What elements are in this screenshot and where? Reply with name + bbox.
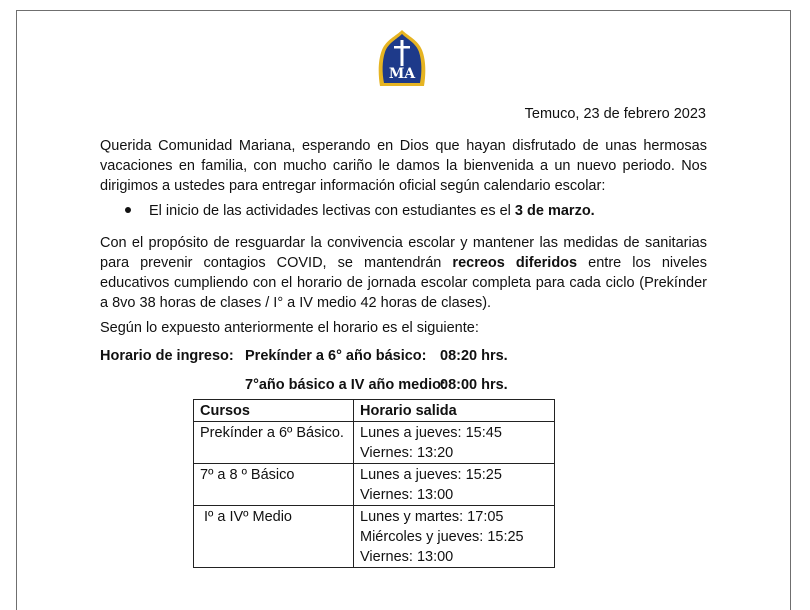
school-crest-logo [376,28,428,88]
covid-paragraph [100,233,707,313]
para2-text-end: entre los niveles educativos cumpliendo con el horario de jornada escolar completa para cada ciclo (Prekínder a 8vo 38 horas de clases / I° a IV medio 42 horas de clases). [100,255,707,311]
date-line: Temuco, 23 de febrero 2023 [524,106,706,122]
ingreso-time: 08:00 hrs. [440,377,508,393]
table-row [194,506,555,568]
ingreso-level: Prekínder a 6° año básico: [245,348,427,364]
bullet-bold-date: 3 de marzo. [514,203,595,219]
table-header: Horario salida [354,400,555,422]
horario-line: Lunes a jueves: 15:25 [360,467,502,483]
table-cell-horario [354,506,555,568]
horario-line: Lunes y martes: 17:05 [360,509,504,525]
horario-line: Viernes: 13:20 [360,445,454,461]
ingreso-level: 7°año básico a IV año medio: [245,377,446,393]
svg-text:MA: MA [388,66,416,82]
schedule-intro: Según lo expuesto anteriormente el horario es el siguiente: [100,320,479,336]
table-cell-curso: 7º a 8 º Básico [194,464,354,506]
intro-paragraph: Querida Comunidad Mariana, esperando en Dios que hayan disfrutado de unas hermosas vacaciones en familia, con mucho cariño le damos la bienvenida a un nuevo periodo. Nos dirigimos a ustedes para entregar información oficial según calendario escolar: [100,138,707,194]
bullet-text: El inicio de las actividades lectivas con estudiantes es el [149,203,515,219]
table-row [194,422,555,464]
horario-line: Lunes a jueves: 15:45 [360,425,502,441]
para2-bold: recreos diferidos [452,255,578,271]
table-header-row [194,400,555,422]
table-header: Cursos [194,400,354,422]
horario-line: Viernes: 13:00 [360,487,454,503]
table-cell-horario [354,422,555,464]
horario-line: Viernes: 13:00 [360,549,454,565]
table-cell-curso: Prekínder a 6º Básico. [194,422,354,464]
bullet-item [125,203,595,219]
table-row [194,464,555,506]
table-cell-horario [354,464,555,506]
table-cell-curso: Iº a IVº Medio [194,506,354,568]
bullet-dot-icon [125,207,131,213]
ingreso-time: 08:20 hrs. [440,348,508,364]
schedule-table [193,399,555,568]
para2-text-start: Con el propósito de resguardar la convivencia escolar y mantener las medidas de sanitarias para prevenir contagios COVID, se mantendrán [100,235,707,271]
ingreso-label: Horario de ingreso: [100,348,234,364]
horario-line: Miércoles y jueves: 15:25 [360,529,524,545]
